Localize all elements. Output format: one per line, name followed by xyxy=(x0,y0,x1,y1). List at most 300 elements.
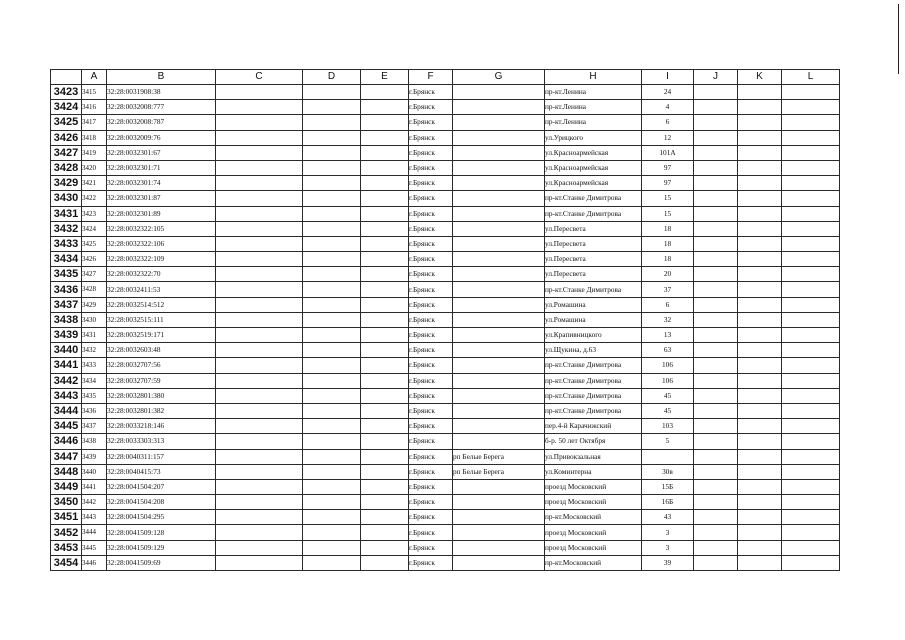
row-number[interactable]: 3449 xyxy=(51,479,82,494)
cell-a[interactable]: 3424 xyxy=(82,221,107,236)
column-header-l[interactable]: L xyxy=(782,70,840,85)
row-number[interactable]: 3448 xyxy=(51,464,82,479)
column-header-i[interactable]: I xyxy=(642,70,694,85)
cell-c[interactable] xyxy=(216,267,303,282)
cell-k[interactable] xyxy=(738,115,782,130)
cell-a[interactable]: 3421 xyxy=(82,176,107,191)
cell-h[interactable]: пр-кт.Ленина xyxy=(545,115,642,130)
row-number[interactable]: 3425 xyxy=(51,115,82,130)
cell-e[interactable] xyxy=(361,373,409,388)
cell-e[interactable] xyxy=(361,145,409,160)
cell-e[interactable] xyxy=(361,312,409,327)
cell-e[interactable] xyxy=(361,191,409,206)
cell-f[interactable]: г.Брянск xyxy=(409,130,453,145)
row-number[interactable]: 3451 xyxy=(51,510,82,525)
cell-a[interactable]: 3432 xyxy=(82,343,107,358)
cell-k[interactable] xyxy=(738,236,782,251)
cell-b[interactable]: 32:28:0032008:787 xyxy=(107,115,216,130)
cell-c[interactable] xyxy=(216,449,303,464)
cell-k[interactable] xyxy=(738,176,782,191)
row-number[interactable]: 3437 xyxy=(51,297,82,312)
cell-f[interactable]: г.Брянск xyxy=(409,236,453,251)
cell-j[interactable] xyxy=(694,100,738,115)
cell-l[interactable] xyxy=(782,328,840,343)
cell-c[interactable] xyxy=(216,236,303,251)
cell-j[interactable] xyxy=(694,267,738,282)
cell-f[interactable]: г.Брянск xyxy=(409,115,453,130)
cell-i[interactable] xyxy=(642,449,694,464)
cell-j[interactable] xyxy=(694,206,738,221)
cell-h[interactable]: пр-кт.Станке Димитрова xyxy=(545,403,642,418)
cell-b[interactable]: 32:28:0032301:89 xyxy=(107,206,216,221)
cell-e[interactable] xyxy=(361,130,409,145)
cell-i[interactable]: 37 xyxy=(642,282,694,297)
cell-i[interactable]: 13 xyxy=(642,328,694,343)
column-header-b[interactable]: B xyxy=(107,70,216,85)
cell-f[interactable]: г.Брянск xyxy=(409,297,453,312)
cell-b[interactable]: 32:28:0032322:106 xyxy=(107,236,216,251)
row-number[interactable]: 3434 xyxy=(51,252,82,267)
cell-g[interactable] xyxy=(453,252,545,267)
cell-l[interactable] xyxy=(782,419,840,434)
cell-k[interactable] xyxy=(738,449,782,464)
cell-l[interactable] xyxy=(782,403,840,418)
cell-c[interactable] xyxy=(216,252,303,267)
cell-h[interactable]: пр-кт.Ленина xyxy=(545,100,642,115)
cell-j[interactable] xyxy=(694,160,738,175)
cell-i[interactable]: 45 xyxy=(642,403,694,418)
cell-i[interactable]: 20 xyxy=(642,267,694,282)
cell-c[interactable] xyxy=(216,297,303,312)
cell-h[interactable]: ул.Красноармейская xyxy=(545,160,642,175)
cell-g[interactable] xyxy=(453,191,545,206)
cell-j[interactable] xyxy=(694,252,738,267)
cell-a[interactable]: 3446 xyxy=(82,555,107,570)
cell-i[interactable]: 39 xyxy=(642,555,694,570)
cell-l[interactable] xyxy=(782,252,840,267)
cell-g[interactable] xyxy=(453,479,545,494)
cell-c[interactable] xyxy=(216,312,303,327)
cell-d[interactable] xyxy=(303,434,361,449)
cell-k[interactable] xyxy=(738,479,782,494)
cell-f[interactable]: г.Брянск xyxy=(409,449,453,464)
cell-g[interactable] xyxy=(453,373,545,388)
cell-h[interactable]: пр-кт.Станке Димитрова xyxy=(545,358,642,373)
cell-h[interactable]: пер.4-й Карачижский xyxy=(545,419,642,434)
cell-j[interactable] xyxy=(694,540,738,555)
cell-e[interactable] xyxy=(361,388,409,403)
cell-l[interactable] xyxy=(782,236,840,251)
cell-c[interactable] xyxy=(216,85,303,100)
cell-e[interactable] xyxy=(361,343,409,358)
cell-l[interactable] xyxy=(782,555,840,570)
cell-h[interactable]: ул.Ромашина xyxy=(545,312,642,327)
cell-h[interactable]: пр-кт.Станке Димитрова xyxy=(545,206,642,221)
cell-d[interactable] xyxy=(303,495,361,510)
cell-e[interactable] xyxy=(361,328,409,343)
cell-k[interactable] xyxy=(738,328,782,343)
cell-g[interactable]: рп Белые Берега xyxy=(453,449,545,464)
cell-g[interactable]: рп Белые Берега xyxy=(453,464,545,479)
cell-a[interactable]: 3436 xyxy=(82,403,107,418)
cell-h[interactable]: пр-кт.Станке Димитрова xyxy=(545,191,642,206)
cell-c[interactable] xyxy=(216,176,303,191)
cell-k[interactable] xyxy=(738,160,782,175)
cell-i[interactable]: 15 xyxy=(642,191,694,206)
cell-d[interactable] xyxy=(303,479,361,494)
cell-a[interactable]: 3445 xyxy=(82,540,107,555)
column-header-f[interactable]: F xyxy=(409,70,453,85)
cell-k[interactable] xyxy=(738,252,782,267)
row-number[interactable]: 3441 xyxy=(51,358,82,373)
cell-e[interactable] xyxy=(361,479,409,494)
cell-f[interactable]: г.Брянск xyxy=(409,479,453,494)
row-number[interactable]: 3442 xyxy=(51,373,82,388)
cell-g[interactable] xyxy=(453,145,545,160)
cell-f[interactable]: г.Брянск xyxy=(409,100,453,115)
cell-b[interactable]: 32:28:0041509:129 xyxy=(107,540,216,555)
cell-k[interactable] xyxy=(738,358,782,373)
cell-e[interactable] xyxy=(361,525,409,540)
cell-d[interactable] xyxy=(303,100,361,115)
cell-j[interactable] xyxy=(694,555,738,570)
row-number[interactable]: 3432 xyxy=(51,221,82,236)
cell-b[interactable]: 32:28:0041504:207 xyxy=(107,479,216,494)
cell-k[interactable] xyxy=(738,206,782,221)
cell-c[interactable] xyxy=(216,343,303,358)
cell-i[interactable]: 63 xyxy=(642,343,694,358)
column-header-d[interactable]: D xyxy=(303,70,361,85)
cell-l[interactable] xyxy=(782,191,840,206)
cell-c[interactable] xyxy=(216,403,303,418)
cell-f[interactable]: г.Брянск xyxy=(409,191,453,206)
cell-k[interactable] xyxy=(738,540,782,555)
cell-d[interactable] xyxy=(303,115,361,130)
column-header-k[interactable]: K xyxy=(738,70,782,85)
cell-a[interactable]: 3433 xyxy=(82,358,107,373)
cell-d[interactable] xyxy=(303,160,361,175)
cell-b[interactable]: 32:28:0033218:146 xyxy=(107,419,216,434)
cell-l[interactable] xyxy=(782,388,840,403)
cell-b[interactable]: 32:28:0032603:48 xyxy=(107,343,216,358)
cell-e[interactable] xyxy=(361,252,409,267)
cell-d[interactable] xyxy=(303,145,361,160)
cell-f[interactable]: г.Брянск xyxy=(409,464,453,479)
cell-k[interactable] xyxy=(738,495,782,510)
row-number[interactable]: 3445 xyxy=(51,419,82,434)
cell-f[interactable]: г.Брянск xyxy=(409,252,453,267)
cell-j[interactable] xyxy=(694,403,738,418)
row-number[interactable]: 3426 xyxy=(51,130,82,145)
cell-f[interactable]: г.Брянск xyxy=(409,419,453,434)
cell-j[interactable] xyxy=(694,115,738,130)
cell-b[interactable]: 32:28:0032009:76 xyxy=(107,130,216,145)
cell-g[interactable] xyxy=(453,312,545,327)
cell-c[interactable] xyxy=(216,419,303,434)
cell-g[interactable] xyxy=(453,358,545,373)
cell-b[interactable]: 32:28:0032301:74 xyxy=(107,176,216,191)
cell-l[interactable] xyxy=(782,176,840,191)
cell-e[interactable] xyxy=(361,100,409,115)
cell-l[interactable] xyxy=(782,160,840,175)
cell-k[interactable] xyxy=(738,343,782,358)
cell-a[interactable]: 3418 xyxy=(82,130,107,145)
cell-l[interactable] xyxy=(782,358,840,373)
cell-c[interactable] xyxy=(216,373,303,388)
cell-g[interactable] xyxy=(453,403,545,418)
cell-k[interactable] xyxy=(738,130,782,145)
cell-g[interactable] xyxy=(453,221,545,236)
cell-e[interactable] xyxy=(361,555,409,570)
cell-f[interactable]: г.Брянск xyxy=(409,358,453,373)
cell-f[interactable]: г.Брянск xyxy=(409,555,453,570)
cell-i[interactable]: 4 xyxy=(642,100,694,115)
cell-l[interactable] xyxy=(782,145,840,160)
cell-l[interactable] xyxy=(782,100,840,115)
cell-g[interactable] xyxy=(453,540,545,555)
cell-b[interactable]: 32:28:0032301:71 xyxy=(107,160,216,175)
cell-a[interactable]: 3434 xyxy=(82,373,107,388)
cell-a[interactable]: 3420 xyxy=(82,160,107,175)
cell-d[interactable] xyxy=(303,221,361,236)
cell-d[interactable] xyxy=(303,328,361,343)
cell-j[interactable] xyxy=(694,525,738,540)
cell-f[interactable]: г.Брянск xyxy=(409,495,453,510)
cell-d[interactable] xyxy=(303,388,361,403)
cell-d[interactable] xyxy=(303,464,361,479)
cell-j[interactable] xyxy=(694,434,738,449)
cell-h[interactable]: ул.Красноармейская xyxy=(545,176,642,191)
cell-a[interactable]: 3425 xyxy=(82,236,107,251)
cell-i[interactable]: 43 xyxy=(642,510,694,525)
cell-i[interactable]: 3 xyxy=(642,525,694,540)
cell-a[interactable]: 3426 xyxy=(82,252,107,267)
cell-i[interactable]: 106 xyxy=(642,358,694,373)
cell-b[interactable]: 32:28:0031908:38 xyxy=(107,85,216,100)
cell-k[interactable] xyxy=(738,555,782,570)
row-number[interactable]: 3430 xyxy=(51,191,82,206)
cell-a[interactable]: 3422 xyxy=(82,191,107,206)
cell-d[interactable] xyxy=(303,419,361,434)
cell-h[interactable]: проезд Московский xyxy=(545,525,642,540)
cell-l[interactable] xyxy=(782,373,840,388)
cell-k[interactable] xyxy=(738,100,782,115)
cell-h[interactable]: проезд Московский xyxy=(545,495,642,510)
cell-c[interactable] xyxy=(216,130,303,145)
cell-i[interactable]: 6 xyxy=(642,297,694,312)
cell-g[interactable] xyxy=(453,206,545,221)
cell-e[interactable] xyxy=(361,510,409,525)
cell-b[interactable]: 32:28:0032322:70 xyxy=(107,267,216,282)
cell-h[interactable]: ул.Пересвета xyxy=(545,267,642,282)
cell-e[interactable] xyxy=(361,267,409,282)
cell-j[interactable] xyxy=(694,176,738,191)
cell-j[interactable] xyxy=(694,495,738,510)
cell-b[interactable]: 32:28:0032801:380 xyxy=(107,388,216,403)
cell-e[interactable] xyxy=(361,160,409,175)
column-header-a[interactable]: A xyxy=(82,70,107,85)
cell-k[interactable] xyxy=(738,191,782,206)
cell-l[interactable] xyxy=(782,206,840,221)
row-number[interactable]: 3450 xyxy=(51,495,82,510)
cell-b[interactable]: 32:28:0041509:128 xyxy=(107,525,216,540)
cell-h[interactable]: ул.Урицкого xyxy=(545,130,642,145)
cell-a[interactable]: 3423 xyxy=(82,206,107,221)
cell-a[interactable]: 3415 xyxy=(82,85,107,100)
cell-g[interactable] xyxy=(453,130,545,145)
cell-k[interactable] xyxy=(738,525,782,540)
cell-e[interactable] xyxy=(361,449,409,464)
cell-d[interactable] xyxy=(303,403,361,418)
cell-i[interactable]: 103 xyxy=(642,419,694,434)
cell-f[interactable]: г.Брянск xyxy=(409,206,453,221)
cell-c[interactable] xyxy=(216,464,303,479)
cell-l[interactable] xyxy=(782,297,840,312)
cell-a[interactable]: 3419 xyxy=(82,145,107,160)
cell-k[interactable] xyxy=(738,145,782,160)
cell-c[interactable] xyxy=(216,206,303,221)
cell-l[interactable] xyxy=(782,495,840,510)
cell-b[interactable]: 32:28:0032519:171 xyxy=(107,328,216,343)
column-header-g[interactable]: G xyxy=(453,70,545,85)
cell-i[interactable]: 5 xyxy=(642,434,694,449)
cell-h[interactable]: пр-кт.Московский xyxy=(545,555,642,570)
cell-g[interactable] xyxy=(453,282,545,297)
cell-h[interactable]: ул.Коминтерна xyxy=(545,464,642,479)
cell-j[interactable] xyxy=(694,358,738,373)
cell-f[interactable]: г.Брянск xyxy=(409,85,453,100)
cell-e[interactable] xyxy=(361,419,409,434)
cell-j[interactable] xyxy=(694,479,738,494)
cell-c[interactable] xyxy=(216,495,303,510)
cell-e[interactable] xyxy=(361,236,409,251)
cell-f[interactable]: г.Брянск xyxy=(409,510,453,525)
cell-a[interactable]: 3428 xyxy=(82,282,107,297)
cell-h[interactable]: пр-кт.Станке Димитрова xyxy=(545,282,642,297)
cell-c[interactable] xyxy=(216,328,303,343)
cell-d[interactable] xyxy=(303,252,361,267)
cell-b[interactable]: 32:28:0041504:208 xyxy=(107,495,216,510)
cell-c[interactable] xyxy=(216,145,303,160)
cell-e[interactable] xyxy=(361,495,409,510)
cell-f[interactable]: г.Брянск xyxy=(409,145,453,160)
row-number[interactable]: 3444 xyxy=(51,403,82,418)
cell-c[interactable] xyxy=(216,388,303,403)
cell-b[interactable]: 32:28:0041504:295 xyxy=(107,510,216,525)
cell-b[interactable]: 32:28:0041509:69 xyxy=(107,555,216,570)
cell-e[interactable] xyxy=(361,221,409,236)
cell-c[interactable] xyxy=(216,525,303,540)
cell-l[interactable] xyxy=(782,525,840,540)
cell-e[interactable] xyxy=(361,206,409,221)
cell-b[interactable]: 32:28:0040311:157 xyxy=(107,449,216,464)
cell-d[interactable] xyxy=(303,85,361,100)
cell-a[interactable]: 3435 xyxy=(82,388,107,403)
row-number[interactable]: 3428 xyxy=(51,160,82,175)
cell-g[interactable] xyxy=(453,495,545,510)
row-number[interactable]: 3435 xyxy=(51,267,82,282)
cell-j[interactable] xyxy=(694,449,738,464)
cell-g[interactable] xyxy=(453,555,545,570)
cell-a[interactable]: 3430 xyxy=(82,312,107,327)
cell-b[interactable]: 32:28:0033303:313 xyxy=(107,434,216,449)
cell-g[interactable] xyxy=(453,236,545,251)
row-number[interactable]: 3429 xyxy=(51,176,82,191)
cell-i[interactable]: 97 xyxy=(642,176,694,191)
cell-b[interactable]: 32:28:0032322:105 xyxy=(107,221,216,236)
cell-l[interactable] xyxy=(782,540,840,555)
cell-l[interactable] xyxy=(782,221,840,236)
cell-k[interactable] xyxy=(738,388,782,403)
cell-i[interactable]: 18 xyxy=(642,252,694,267)
cell-a[interactable]: 3427 xyxy=(82,267,107,282)
cell-d[interactable] xyxy=(303,343,361,358)
row-number[interactable]: 3452 xyxy=(51,525,82,540)
cell-d[interactable] xyxy=(303,130,361,145)
cell-h[interactable]: ул.Ромашина xyxy=(545,297,642,312)
cell-i[interactable]: 15Б xyxy=(642,479,694,494)
cell-j[interactable] xyxy=(694,419,738,434)
cell-c[interactable] xyxy=(216,100,303,115)
cell-h[interactable]: пр-кт.Ленина xyxy=(545,85,642,100)
cell-k[interactable] xyxy=(738,510,782,525)
cell-d[interactable] xyxy=(303,525,361,540)
cell-f[interactable]: г.Брянск xyxy=(409,434,453,449)
cell-i[interactable]: 6 xyxy=(642,115,694,130)
cell-i[interactable]: 16Б xyxy=(642,495,694,510)
cell-i[interactable]: 97 xyxy=(642,160,694,175)
cell-e[interactable] xyxy=(361,464,409,479)
cell-j[interactable] xyxy=(694,312,738,327)
cell-i[interactable]: 32 xyxy=(642,312,694,327)
cell-k[interactable] xyxy=(738,373,782,388)
cell-c[interactable] xyxy=(216,358,303,373)
cell-d[interactable] xyxy=(303,373,361,388)
row-number[interactable]: 3447 xyxy=(51,449,82,464)
cell-g[interactable] xyxy=(453,510,545,525)
cell-f[interactable]: г.Брянск xyxy=(409,540,453,555)
cell-h[interactable]: ул.Привокзальная xyxy=(545,449,642,464)
cell-g[interactable] xyxy=(453,85,545,100)
cell-c[interactable] xyxy=(216,555,303,570)
row-number[interactable]: 3453 xyxy=(51,540,82,555)
cell-j[interactable] xyxy=(694,130,738,145)
row-number[interactable]: 3446 xyxy=(51,434,82,449)
cell-i[interactable]: 3 xyxy=(642,540,694,555)
cell-f[interactable]: г.Брянск xyxy=(409,388,453,403)
cell-i[interactable]: 18 xyxy=(642,236,694,251)
cell-d[interactable] xyxy=(303,297,361,312)
cell-k[interactable] xyxy=(738,85,782,100)
cell-a[interactable]: 3443 xyxy=(82,510,107,525)
cell-l[interactable] xyxy=(782,115,840,130)
row-number[interactable]: 3424 xyxy=(51,100,82,115)
cell-e[interactable] xyxy=(361,85,409,100)
cell-i[interactable]: 30в xyxy=(642,464,694,479)
cell-b[interactable]: 32:28:0032322:109 xyxy=(107,252,216,267)
column-header-e[interactable]: E xyxy=(361,70,409,85)
cell-c[interactable] xyxy=(216,540,303,555)
cell-d[interactable] xyxy=(303,176,361,191)
cell-a[interactable]: 3439 xyxy=(82,449,107,464)
cell-f[interactable]: г.Брянск xyxy=(409,328,453,343)
cell-d[interactable] xyxy=(303,312,361,327)
cell-j[interactable] xyxy=(694,510,738,525)
cell-f[interactable]: г.Брянск xyxy=(409,221,453,236)
cell-d[interactable] xyxy=(303,206,361,221)
cell-i[interactable]: 45 xyxy=(642,388,694,403)
cell-g[interactable] xyxy=(453,419,545,434)
